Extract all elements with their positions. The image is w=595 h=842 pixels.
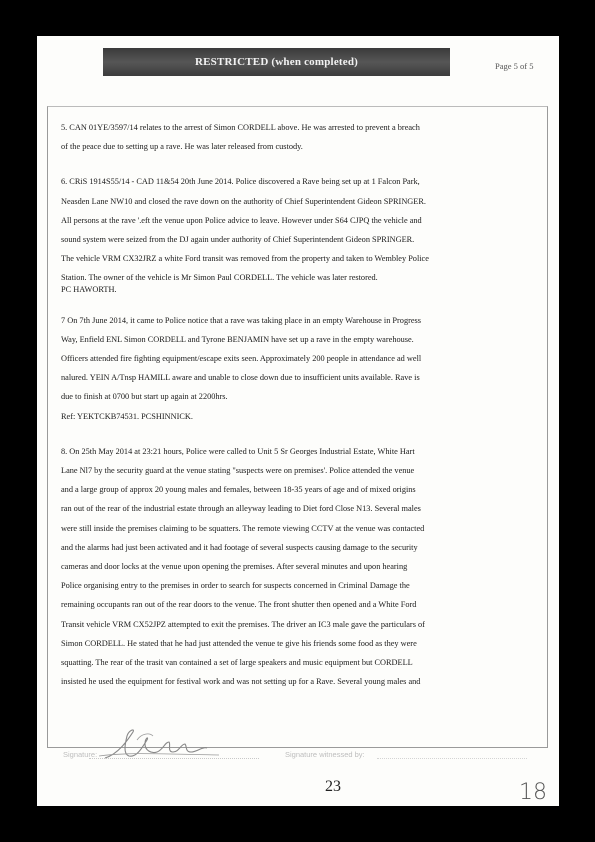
paragraph-line: Officers attended fire fighting equipment/escape exits seen. Approximately 200 people in attendance ad well: [61, 354, 422, 364]
paragraph-6: [61, 172, 535, 294]
paragraph-line: 8. On 25th May 2014 at 23:21 hours, Police were called to Unit 5 Sr Georges Industrial Estate, White Hart: [61, 446, 415, 456]
witness-line: [377, 758, 527, 759]
paragraph-line: Way, Enfield ENL Simon CORDELL and Tyrone BENJAMIN have set up a rave in the empty warehouse.: [61, 334, 414, 344]
paragraph-line: and a large group of approx 20 young males and females, between 18-35 years of age and of mixed origins: [61, 485, 416, 495]
paragraph-line: were still inside the premises claiming to be squatters. The remote viewing CCTV at the venue was contacted: [61, 523, 425, 533]
paragraph-line: and the alarms had just been activated and it had footage of several suspects causing damage to the security: [61, 542, 418, 552]
paragraph-line: Lane Nl7 by the security guard at the venue stating "suspects were on premises'. Police attended the venue: [61, 466, 415, 476]
paragraph-5: [61, 118, 535, 156]
document-page: [37, 36, 559, 806]
paragraph-line: 7 On 7th June 2014, it came to Police notice that a rave was taking place in an empty Warehouse in Progress: [61, 315, 421, 325]
paragraph-line: Neasden Lane NW10 and closed the rave down on the authority of Chief Superintendent Gideon SPRINGER.: [61, 196, 426, 206]
paragraph-line: 6. CRiS 1914S55/14 - CAD 11&54 20th June 2014. Police discovered a Rave being set up at 1 Falcon Park,: [61, 177, 420, 187]
paragraph-line: All persons at the rave '.eft the venue upon Police advice to leave. However under S64 CJPQ the vehicle and: [61, 215, 422, 225]
statement-body: [61, 118, 535, 691]
paragraph-line: sound system were seized from the DJ again under authority of Chief Superintendent Gideon SPRINGER.: [61, 235, 415, 245]
paragraph-line: Station. The owner of the vehicle is Mr Simon Paul CORDELL. The vehicle was later restored.: [61, 273, 378, 283]
officer-name: PC HAWORTH.: [61, 284, 117, 294]
paragraph-line: The vehicle VRM CX32JRZ a white Ford transit was removed from the property and taken to Wembley Police: [61, 254, 429, 264]
paragraph-7: [61, 311, 535, 426]
paragraph-line: Police organising entry to the premises in order to search for suspects concerned in Criminal Damage the: [61, 581, 410, 591]
paragraph-line: 5. CAN 01YE/3597/14 relates to the arrest of Simon CORDELL above. He was arrested to prevent a breach: [61, 123, 420, 132]
signature-area: [59, 738, 529, 768]
restricted-banner: RESTRICTED (when completed): [103, 48, 450, 76]
paragraph-line: Simon CORDELL. He stated that he had just attended the venue te give his friends some food as they were: [61, 638, 417, 648]
handwritten-number: 18: [519, 780, 547, 805]
paragraph-line: remaining occupants ran out of the rear doors to the venue. The front shutter then opened and a White Ford: [61, 600, 417, 610]
paragraph-line: cameras and door locks at the venue upon opening the premises. After several minutes and upon hearing: [61, 562, 408, 572]
paragraph-line: squatting. The rear of the trasit van contained a set of large speakers and music equipment but CORDELL: [61, 658, 413, 668]
paragraph-line: Transit vehicle VRM CX52JPZ attempted to exit the premises. The driver an IC3 male gave the particulars of: [61, 619, 425, 629]
handwritten-signature: [99, 728, 249, 764]
paragraph-line: nalured. YEIN A/Tnsp HAMILL aware and unable to close down due to insufficient units available. Rave is: [61, 373, 420, 383]
paragraph-line: insisted he used the equipment for festival work and was not setting up for a Rave. Several young males and: [61, 677, 421, 687]
page-number: 23: [325, 778, 341, 795]
paragraph-line: due to finish at 0700 but start up again at 2200hrs.: [61, 392, 228, 402]
signature-label: Signature:: [63, 750, 98, 759]
witness-label: Signature witnessed by:: [285, 750, 365, 759]
paragraph-line: ran out of the rear of the industrial estate through an alleyway leading to Diet ford Close N13. Several males: [61, 504, 421, 514]
paragraph-line: of the peace due to setting up a rave. He was later released from custody.: [61, 142, 303, 152]
paragraph-line: Ref: YEKTCKB74531. PCSHINNICK.: [61, 411, 193, 421]
page-label: Page 5 of 5: [495, 61, 534, 71]
paragraph-8: [61, 442, 535, 692]
